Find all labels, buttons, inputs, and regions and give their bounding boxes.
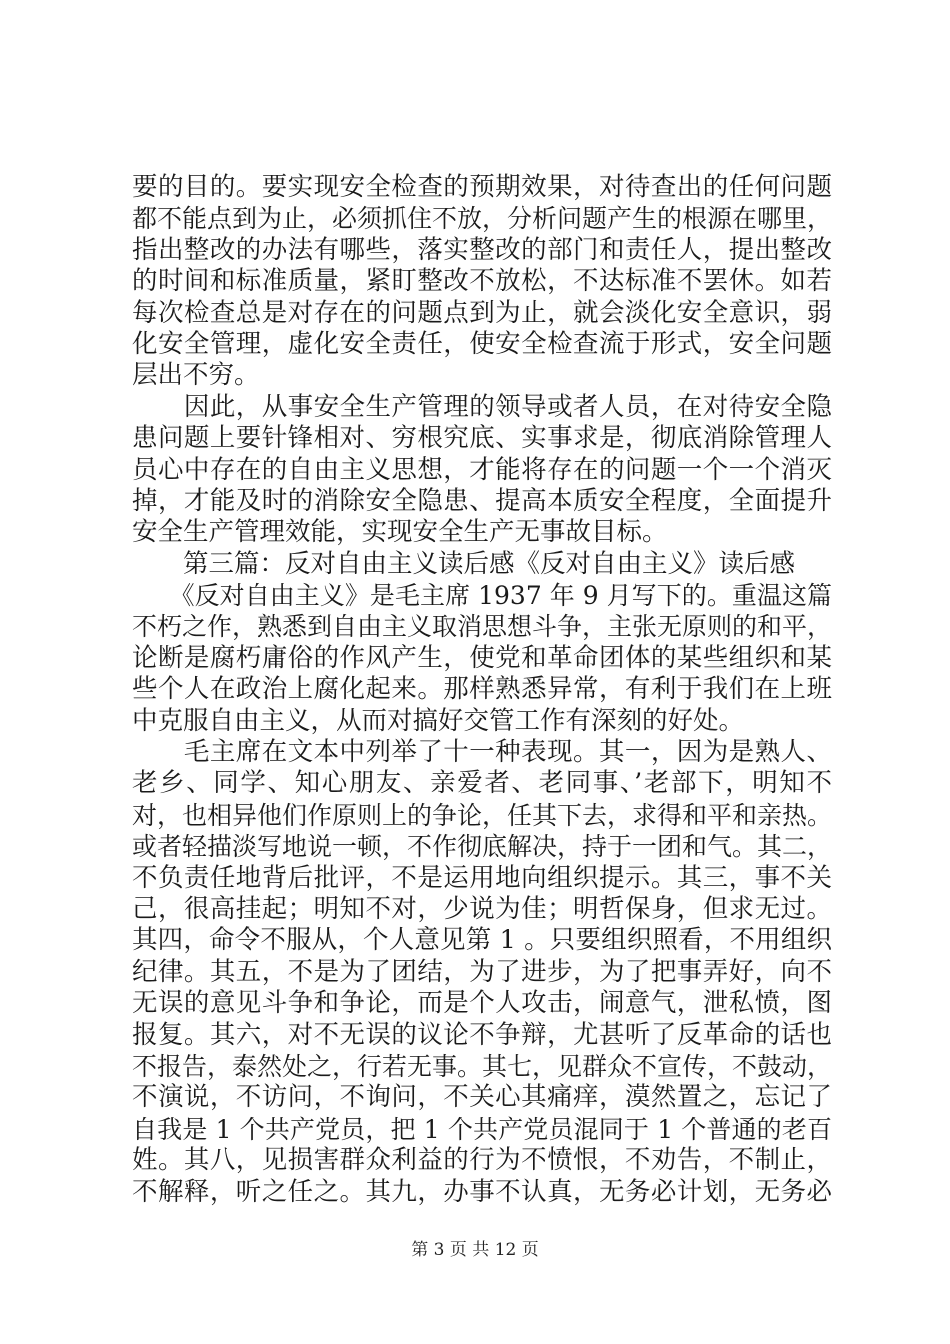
text-line: 对，也相异他们作原则上的争论，任其下去，求得和平和亲热。 <box>132 800 833 830</box>
text-line: 己，很高挂起；明知不对，少说为佳；明哲保身，但求无过。 <box>132 893 832 924</box>
text-line: 或者轻描淡写地说一顿，不作彻底解决，持于一团和气。其二， <box>132 832 833 862</box>
text-line: 中克服自由主义，从而对搞好交管工作有深刻的好处。 <box>132 705 745 736</box>
text-line: 《反对自由主义》是毛主席 1937 年 9 月写下的。重温这篇 <box>132 581 832 611</box>
text-line: 其四，命令不服从，个人意见第 1 。只要组织照看，不用组织 <box>132 925 832 956</box>
text-line: 指出整改的办法有哪些，落实整改的部门和责任人，提出整改 <box>132 234 832 265</box>
text-line: 老乡、同学、知心朋友、亲爱者、老同事、’老部下，明知不 <box>132 768 832 799</box>
text-line: 不解释，听之任之。其九，办事不认真，无务必计划，无务必 <box>132 1176 832 1207</box>
text-line: 不朽之作，熟悉到自由主义取消思想斗争，主张无原则的和平， <box>132 612 833 642</box>
text-line: 不负责任地背后批评，不是运用地向组织提示。其三，事不关 <box>132 862 832 893</box>
text-line: 毛主席在文本中列举了十一种表现。其一，因为是熟人、 <box>132 737 832 768</box>
text-line: 的时间和标准质量，紧盯整改不放松，不达标准不罢休。如若 <box>132 266 832 297</box>
text-line: 些个人在政治上腐化起来。那样熟悉异常，有利于我们在上班 <box>132 674 832 705</box>
document-body <box>132 172 832 1208</box>
text-line: 安全生产管理效能，实现安全生产无事故目标。 <box>132 517 668 548</box>
text-line: 掉，才能及时的消除安全隐患、提高本质安全程度，全面提升 <box>132 485 832 516</box>
text-line: 患问题上要针锋相对、穷根究底、实事求是，彻底消除管理人 <box>132 423 832 454</box>
text-line: 都不能点到为止，必须抓住不放，分析问题产生的根源在哪里， <box>132 204 833 234</box>
text-line: 因此，从事安全生产管理的领导或者人员，在对待安全隐 <box>132 391 832 422</box>
text-line: 每次检查总是对存在的问题点到为止，就会淡化安全意识，弱 <box>132 297 832 328</box>
text-line: 自我是 1 个共产党员，把 1 个共产党员混同于 1 个普通的老百 <box>132 1114 832 1144</box>
text-line: 层出不穷。 <box>132 360 260 391</box>
text-line: 第三篇：反对自由主义读后感《反对自由主义》读后感 <box>132 548 796 579</box>
text-line: 论断是腐朽庸俗的作风产生，使党和革命团体的某些组织和某 <box>132 642 832 673</box>
text-line: 不演说，不访问，不询问，不关心其痛痒，漠然置之，忘记了 <box>132 1082 832 1113</box>
text-line: 化安全管理，虚化安全责任，使安全检查流于形式，安全问题 <box>132 328 832 359</box>
text-line: 无误的意见斗争和争论，而是个人攻击，闹意气，泄私愤，图 <box>132 988 832 1019</box>
text-line: 纪律。其五，不是为了团结，为了进步，为了把事弄好，向不 <box>132 956 832 987</box>
text-line: 报复。其六，对不无误的议论不争辩，尤甚听了反革命的话也 <box>132 1019 832 1050</box>
text-line: 不报告，泰然处之，行若无事。其七，见群众不宣传，不鼓动， <box>132 1051 833 1081</box>
page-footer: 第 3 页 共 12 页 <box>411 1240 539 1260</box>
text-line: 要的目的。要实现安全检查的预期效果，对待查出的任何问题 <box>132 172 832 202</box>
text-line: 姓。其八，见损害群众利益的行为不愤恨，不劝告，不制止， <box>132 1145 832 1176</box>
text-line: 员心中存在的自由主义思想，才能将存在的问题一个一个消灭 <box>132 454 832 485</box>
